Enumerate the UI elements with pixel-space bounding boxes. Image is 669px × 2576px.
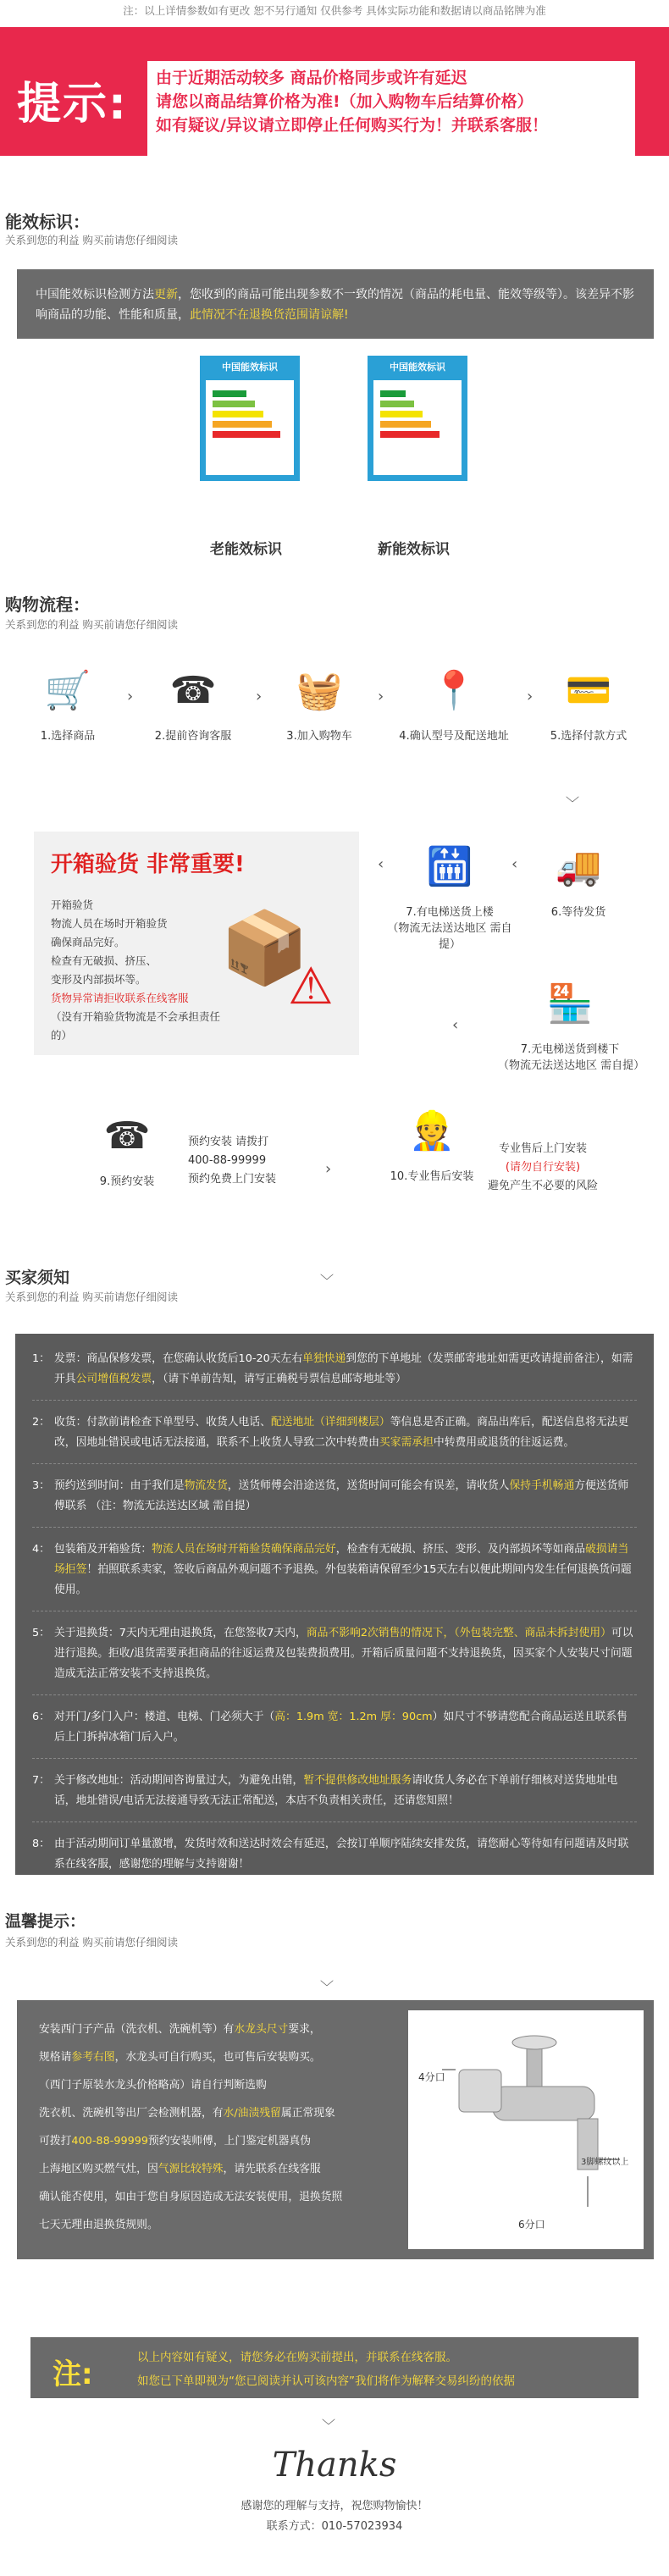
process-title: 购物流程： (5, 594, 90, 615)
rule-highlight: 保持手机畅通 (509, 1479, 575, 1492)
energy-bar (213, 421, 272, 428)
buyer-title: 买家须知 (5, 1269, 70, 1287)
faucet-diagram (408, 2010, 644, 2249)
tip-text: ，请先联系在线客服 (223, 2163, 321, 2175)
price-notice-banner (0, 27, 669, 156)
warning-icon: ⚠ (288, 957, 334, 1016)
step-downstairs (498, 974, 645, 1072)
service-line: 专业售后上门安装 (499, 1142, 588, 1155)
worker-icon: 👷 (408, 1109, 456, 1153)
rule-text: 方便送货师傅联系 （注：物流无法送达区域 需自提） (54, 1479, 629, 1512)
rule-number: 4： (32, 1543, 50, 1556)
install-call-line: 预约免费上门安装 (188, 1173, 277, 1186)
basket-icon: 🧺 (296, 669, 343, 712)
openbox-line: 变形及内部损坏等。 (51, 973, 147, 986)
rule-number: 6： (32, 1711, 50, 1723)
tip-highlight: 400-88-99999 (71, 2135, 149, 2148)
warm-subtitle: 关系到您的利益 购买前请您仔细阅读 (5, 1936, 178, 1949)
tip-text: 属正常现象 (280, 2107, 335, 2120)
openbox-line: （没有开箱验货物流是不会承担责任的） (51, 1010, 221, 1042)
banner-line: 由于近期活动较多 商品价格同步或许有延迟 (156, 69, 467, 87)
rule-text: 请收货人务必在下单前仔细核对送货地址电话，地址错误/电话无法接通导致无法正常配送，本店不负责相关责任，还请您知照！ (54, 1774, 618, 1807)
energy-notice (17, 269, 654, 339)
tip-line (39, 2211, 405, 2239)
truck-icon: 🚚 (555, 845, 602, 888)
rule-text: 收货：付款前请检查下单型号、收货人电话、 (54, 1416, 271, 1429)
tip-text: 安装西门子产品（洗衣机、洗碗机等）有 (39, 2023, 235, 2036)
rule-text: 可以进行退换。拒收/退货需要承担商品的往返运费及包装费损费用。开箱后质量问题不支持退换货，因买家个人安装尺寸问题造成无法正常安装不支持退换货。 (54, 1627, 633, 1680)
thanks-line: 感谢您的理解与支持，祝您购物愉快！ (241, 2500, 428, 2512)
step-select-product (25, 661, 110, 743)
rule-item (32, 1707, 637, 1759)
energy-bar (213, 411, 263, 417)
step-label: 3.加入购物车 (286, 730, 352, 743)
rule-text: 预约送到时间：由于我们是 (54, 1479, 185, 1492)
rule-text: ！拍照联系卖家，签收后商品外观问题不予退换。外包装箱请保留至少15天左右以便此期间内发生任何退换货问题使用。 (54, 1563, 632, 1596)
chevron-right-icon: › (256, 688, 263, 705)
tap-label: 3脚螺纹以上 (581, 2158, 629, 2167)
tip-text: 预约安装师傅，上门鉴定机器真伪 (148, 2135, 311, 2148)
banner-line: 如有疑议/异议请立即停止任何购买行为！并联系客服！ (156, 116, 548, 135)
rule-number: 2： (32, 1416, 50, 1429)
tip-line (39, 2071, 405, 2099)
notice-highlight: 此情况不在退换货范围请谅解! (190, 308, 349, 322)
buyer-rules-panel (15, 1334, 654, 1875)
buyer-subtitle: 关系到您的利益 购买前请您仔细阅读 (5, 1291, 178, 1303)
tap-label: 4分口 (418, 2071, 445, 2083)
step-label: 6.等待发货 (550, 906, 606, 919)
openbox-line: 物流人员在场时开箱验货 (51, 917, 168, 930)
notice-highlight: 更新 (154, 288, 178, 301)
chevron-left-icon: ‹ (511, 855, 518, 873)
old-label-body (206, 380, 294, 475)
step-book-install (85, 1106, 169, 1188)
elevator-icon: 🛗 (426, 845, 473, 888)
package-warning-icon: 📦 (220, 906, 309, 989)
tap-label: 6分口 (518, 2219, 545, 2231)
rule-highlight: 商品不影响2次销售的情况下，（外包装完整、商品未拆封使用） (306, 1627, 611, 1639)
new-label-caption: 新能效标识 (378, 541, 450, 558)
rule-text: ，检查有无破损、挤压、变形、及内部损坏等如商品 (335, 1543, 586, 1556)
old-label-head: 中国能效标识 (222, 362, 278, 373)
rule-highlight: 物流人员在场时开箱验货确保商品完好 (152, 1543, 336, 1556)
rule-item (32, 1476, 637, 1528)
warm-title: 温馨提示： (5, 1912, 86, 1931)
footnote-bar (30, 2337, 639, 2398)
faucet-tip-panel (17, 2000, 654, 2259)
service-warning: (请勿自行安装) (505, 1161, 581, 1174)
banner-message-box (147, 61, 635, 164)
energy-title: 能效标识： (5, 212, 90, 232)
step-label: 5.选择付款方式 (550, 730, 628, 743)
open-box-inspection (34, 832, 359, 1055)
tip-line (39, 2099, 405, 2127)
rule-highlight: 配送地址（详细到楼层） (270, 1416, 390, 1429)
chevron-right-icon: › (127, 688, 134, 705)
step-label: 1.选择商品 (40, 730, 96, 743)
rule-number: 8： (32, 1838, 50, 1850)
footnote-tag: 注: (53, 2358, 93, 2391)
step-confirm-address (386, 661, 522, 743)
step-consult (142, 661, 244, 743)
step-label: （物流无法送达地区 需自提） (387, 922, 512, 951)
chevron-down-icon: ﹀ (320, 1273, 334, 1289)
chevron-down-icon: ﹀ (320, 1979, 334, 1995)
rule-text: 包装箱及开箱验货： (54, 1543, 152, 1556)
tip-line (39, 2127, 405, 2155)
process-subtitle: 关系到您的利益 购买前请您仔细阅读 (5, 618, 178, 631)
rule-number: 3： (32, 1479, 50, 1492)
rule-highlight: 单独快递 (302, 1352, 346, 1365)
old-energy-label (200, 356, 300, 481)
tip-highlight: 参考右图 (71, 2051, 115, 2064)
new-energy-label (368, 356, 467, 481)
rule-text: 关于修改地址：活动期间咨询量过大，为避免出错， (54, 1774, 304, 1787)
step-label: 7.有电梯送货上楼 (406, 906, 494, 919)
tip-text: 上海地区购买燃气灶，因 (39, 2163, 158, 2175)
rule-highlight: 物流发货 (184, 1479, 228, 1492)
rule-highlight: 暂不提供修改地址服务 (303, 1774, 412, 1787)
rule-item (32, 1349, 637, 1401)
rule-text: 发票：商品保修发票，在您确认收货后10-20天左右 (54, 1352, 303, 1365)
rule-text: ，送货师傅会沿途送货，送货时间可能会有误差，请收货人 (227, 1479, 510, 1492)
contact-line: 联系方式：010-57023934 (266, 2520, 403, 2533)
rule-text: 由于活动期间订单量激增，发货时效和送达时效会有延迟，会按订单顺序陆续安排发货，请您耐心等待如有问题请及时联系在线客服，感谢您的理解与支持谢谢！ (54, 1838, 629, 1871)
step-label: 4.确认型号及配送地址 (399, 730, 509, 743)
store-icon: 🏪 (546, 982, 594, 1025)
rule-number: 1： (32, 1352, 50, 1365)
rule-highlight: 高：1.9m 宽：1.2m 厚：90cm (274, 1711, 433, 1723)
faucet-icon (408, 2010, 644, 2249)
top-disclaimer: 注：以上详情参数如有更改 恕不另行通知 仅供参考 具体实际功能和数据请以商品铭牌为准 (123, 4, 546, 17)
energy-bar (380, 390, 406, 397)
chevron-right-icon: › (378, 688, 384, 705)
chevron-down-icon: ﹀ (566, 795, 580, 811)
rule-item (32, 1771, 637, 1822)
rule-text: ，（请下单前告知，请写正确税号票信息邮寄地址等） (152, 1373, 406, 1385)
rule-text: 到您的下单地址（发票邮寄地址如需更改请提前备注），如需开具 (54, 1352, 633, 1385)
rule-item (32, 1412, 637, 1464)
energy-bar (213, 401, 255, 407)
rule-highlight: 买家需承担 (379, 1436, 434, 1449)
tip-text: 规格请 (39, 2051, 72, 2064)
energy-bar (213, 431, 280, 438)
install-call-line: 预约安装 请拨打 (188, 1136, 269, 1148)
rule-text: ）如尺寸不够请您配合商品运送且联系售后上门拆掉冰箱门后入户。 (54, 1711, 628, 1744)
new-label-head: 中国能效标识 (390, 362, 445, 373)
rule-number: 5： (32, 1627, 50, 1639)
rule-text: 对开门/多门入户：楼道、电梯、门必须大于（ (54, 1711, 275, 1723)
rule-item (32, 1623, 637, 1695)
openbox-warning: 货物异常请拒收联系在线客服 (51, 992, 189, 1004)
pro-install-info (488, 1140, 598, 1196)
install-phone: 400-88-99999 (188, 1154, 267, 1167)
openbox-line: 检查有无破损、挤压、 (51, 954, 158, 967)
chevron-down-icon: ﹀ (322, 2418, 336, 2434)
step-label: （物流无法送达地区 需自提） (498, 1059, 645, 1072)
tip-line (39, 2043, 405, 2071)
energy-subtitle: 关系到您的利益 购买前请您仔细阅读 (5, 234, 178, 246)
rule-text: 关于退换货：7天内无理由退换货，在您签收7天内， (54, 1627, 307, 1639)
map-pin-icon: 📍 (430, 669, 478, 712)
energy-bar (213, 390, 246, 397)
tip-text: 七天无理由退换货规则。 (39, 2219, 158, 2231)
new-label-body (373, 380, 462, 475)
chevron-left-icon: ‹ (452, 1016, 459, 1034)
tip-line (39, 2015, 405, 2043)
telephone-icon: ☎ (103, 1114, 151, 1158)
tip-text: （西门子原装水龙头价格略高）请自行判断选购 (39, 2079, 267, 2092)
step-label: 10.专业售后安装 (390, 1170, 474, 1183)
chevron-right-icon: › (527, 688, 534, 705)
step-label: 7.无电梯送货到楼下 (520, 1043, 620, 1056)
tip-text: 可拨打 (39, 2135, 72, 2148)
thanks-title: Thanks (272, 2446, 397, 2485)
step-label: 2.提前咨询客服 (154, 730, 232, 743)
openbox-title: 开箱验货 非常重要! (51, 852, 245, 877)
step-upstairs (386, 837, 513, 951)
footnote-line: 如您已下单即视为“您已阅读并认可该内容”我们将作为解释交易纠纷的依据 (137, 2374, 515, 2388)
tip-highlight: 水龙头尺寸 (234, 2023, 289, 2036)
credit-card-icon: 💳 (565, 669, 612, 712)
rule-text: 中转费用或退货的往返运费。 (433, 1436, 575, 1449)
openbox-lines (51, 896, 229, 1045)
rule-highlight: 公司增值税发票 (75, 1373, 152, 1385)
step-pro-install (381, 1101, 483, 1183)
tip-line (39, 2183, 405, 2211)
rule-item (32, 1540, 637, 1611)
service-line: 避免产生不必要的风险 (488, 1180, 599, 1192)
tip-line (39, 2155, 405, 2183)
rule-number: 7： (32, 1774, 50, 1787)
step-label: 9.预约安装 (99, 1175, 155, 1188)
energy-bar (380, 431, 440, 438)
openbox-line: 确保商品完好。 (51, 936, 125, 948)
step-payment (534, 661, 644, 743)
tip-text: 确认能否使用，如由于您自身原因造成无法安装使用，退换货照 (39, 2191, 343, 2203)
energy-bar (380, 411, 423, 417)
old-label-caption: 老能效标识 (210, 541, 282, 558)
energy-bar (380, 421, 431, 428)
rule-highlight: 破损请当场拒签 (54, 1543, 629, 1576)
openbox-line: 开箱验货 (51, 898, 94, 911)
notice-text: ，您收到的商品可能出现参数不一致的情况（商品的耗电量、能效等级等）。该差异不影响商品的功能、性能和质量， (36, 288, 634, 322)
notice-text: 中国能效标识检测方法 (36, 288, 154, 301)
faucet-tip-text (39, 2015, 405, 2239)
chevron-right-icon: › (325, 1160, 332, 1178)
step-add-cart (273, 661, 366, 743)
chevron-left-icon: ‹ (378, 855, 384, 873)
step-wait-delivery (523, 837, 633, 919)
phone-clock-icon: ☎ (169, 668, 217, 712)
rule-item (32, 1834, 637, 1885)
banner-tag: 提示: (17, 79, 128, 130)
tip-highlight: 水/油渍残留 (223, 2107, 281, 2120)
cart-icon: 🛒 (44, 669, 91, 712)
energy-bar (380, 401, 414, 407)
rule-text: 等信息是否正确。商品出库后，配送信息将无法更改，因地址错误或电话无法接通，联系不上收货人导致二次中转费由 (54, 1416, 629, 1449)
footnote-line: 以上内容如有疑义，请您务必在购买前提出，并联系在线客服。 (137, 2351, 457, 2364)
tip-text: 要求， (288, 2023, 321, 2036)
tip-text: ，水龙头可自行购买，也可售后安装购买。 (114, 2051, 321, 2064)
tip-highlight: 气源比较特殊 (158, 2163, 224, 2175)
tip-text: 洗衣机、洗碗机等出厂会检测机器，有 (39, 2107, 224, 2120)
install-call-info (188, 1133, 276, 1189)
banner-line: 请您以商品结算价格为准!（加入购物车后结算价格） (156, 92, 534, 111)
